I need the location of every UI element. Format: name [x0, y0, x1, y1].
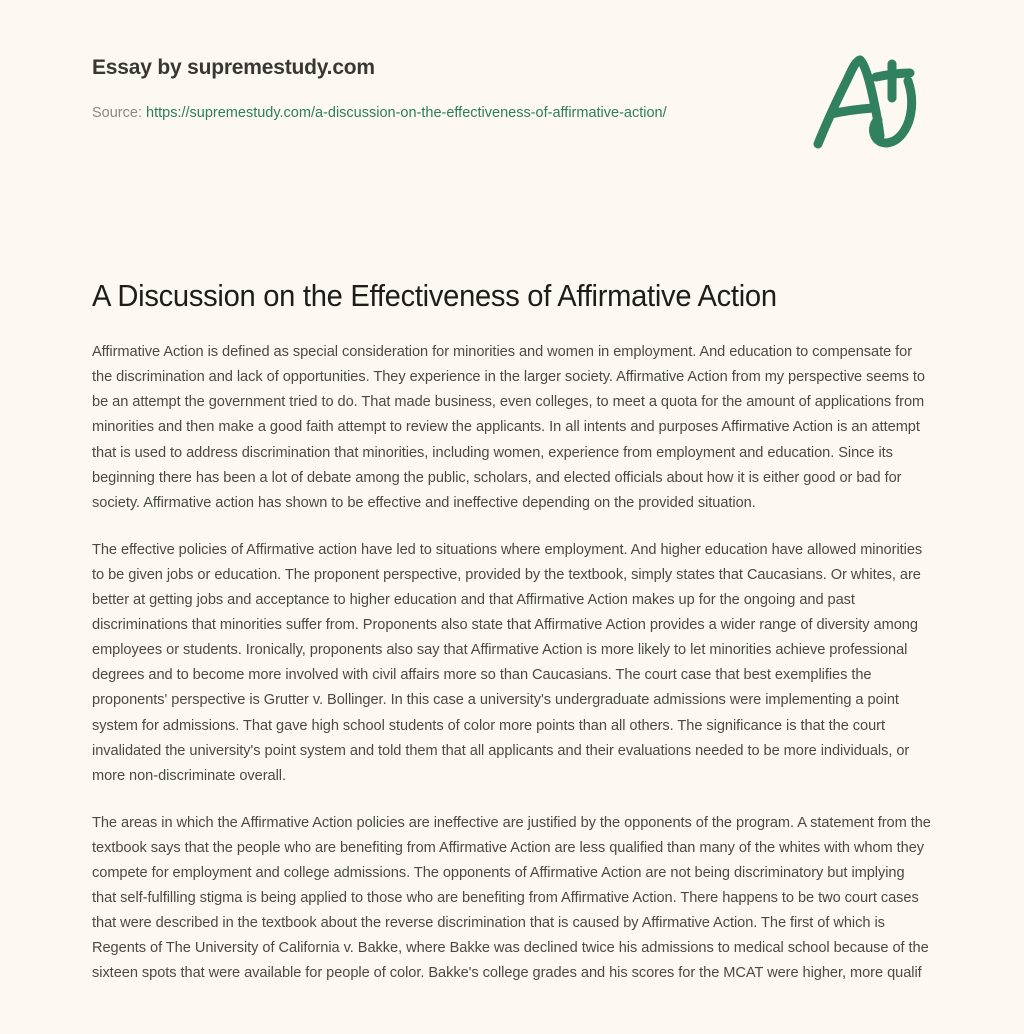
essay-paragraph: The areas in which the Affirmative Action policies are ineffective are justified by the opponents of the program. A statement from the textbook says that the people who are benefiting from Affirmative Action are less qualified than many of the whites with whom they compete for employment and college admissions. The opponents of Affirmative Action are not being discriminatory but implying that self-fulfilling stigma is being applied to those who are benefiting from Affirmative Action. There happens to be two court cases that were described in the textbook about the reverse discrimination that is caused by Affirmative Action. The first of which is Regents of The University of California v. Bakke, where Bakke was declined twice his admissions to medical school because of the sixteen spots that were available for people of color. Bakke's college grades and his scores for the MCAT were higher, more qualif [92, 814, 931, 982]
a-plus-grade-logo-icon [804, 48, 932, 160]
source-line [92, 102, 732, 125]
page-header [92, 0, 932, 185]
source-label: Source: [92, 105, 142, 122]
essay-body [92, 314, 932, 986]
page-title: A Discussion on the Effectiveness of Affirmative Action [92, 278, 777, 313]
essay-paragraph: The effective policies of Affirmative action have led to situations where employment. And higher education have allowed minorities to be given jobs or education. The proponent perspective, provided by the textbook, simply states that Caucasians. Or whites, are better at getting jobs and acceptance to higher education and that Affirmative Action makes up for the ongoing and past discriminations that minorities suffer from. Proponents also state that Affirmative Action provides a wider range of diversity among employees or students. Ironically, proponents also say that Affirmative Action is more likely to let minorities achieve professional degrees and to become more involved with civil affairs more so than Caucasians. The court case that best exemplifies the proponents' perspective is Grutter v. Bollinger. In this case a university's undergraduate admissions were implementing a point system for admissions. That gave high school students of color more points than all others. The significance is that the court invalidated the university's point system and told them that all applicants and their evaluations needed to be more individuals, or more non-discriminate overall. [92, 541, 923, 784]
source-url-link[interactable]: https://supremestudy.com/a-discussion-on-the-effectiveness-of-affirmative-action/ [146, 105, 667, 122]
brand-heading: Essay by supremestudy.com [92, 56, 375, 79]
essay-paragraph: Affirmative Action is defined as special consideration for minorities and women in employment. And education to compensate for the discrimination and lack of opportunities. They experience in the larger society. Affirmative Action from my perspective seems to be an attempt the government tried to do. That made business, even colleges, to meet a quota for the amount of applications from minorities and then make a good faith attempt to review the applicants. In all intents and purposes Affirmative Action is an attempt that is used to address discrimination that minorities, including women, experience from employment and education. Since its beginning there has been a lot of debate among the public, scholars, and elected officials about how it is either good or bad for society. Affirmative action has shown to be effective and ineffective depending on the provided situation. [92, 344, 925, 511]
